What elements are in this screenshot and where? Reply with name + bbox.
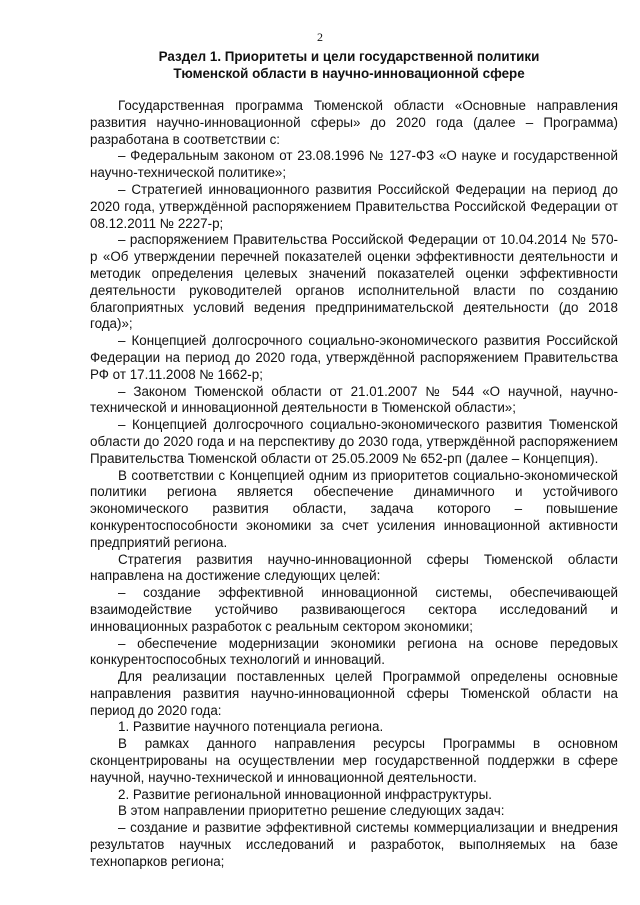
paragraph: Для реализации поставленных целей Программой определены основные направления развития научно-инновационной сферы Тюменской области на период до 2020 года: [90,669,618,718]
paragraph: Государственная программа Тюменской области «Основные направления развития научно-инновационной сферы» до 2020 года (далее – Программа) разработана в соответствии с: [90,98,618,147]
paragraph: – распоряжением Правительства Российской Федерации от 10.04.2014 № 570-р «Об утверждении перечней показателей оценки эффективности деятельности и методик определения целевых значений показателей оценки эффективности деятельности руководителей органов исполнительной власти по созданию благоприятных условий ведения предпринимательской деятельности (до 2018 года)»; [90,232,618,332]
section-heading-line-1: Раздел 1. Приоритеты и цели государственной политики [158,49,540,64]
paragraph: – Концепцией долгосрочного социально-экономического развития Российской Федерации на период до 2020 года, утверждённой распоряжением Правительства РФ от 17.11.2008 № 1662-р; [90,333,618,382]
section-heading-line-2: Тюменской области в научно-инновационной сфере [173,66,525,81]
paragraph: Стратегия развития научно-инновационной сферы Тюменской области направлена на достижение следующих целей: [90,551,618,584]
paragraph: 2. Развитие региональной инновационной инфраструктуры. [118,786,492,802]
paragraph: – создание эффективной инновационной системы, обеспечивающей взаимодействие устойчиво развивающегося сектора исследований и инновационных разработок с реальным сектором экономики; [90,585,618,634]
document-body [90,98,618,871]
paragraph: – Концепцией долгосрочного социально-экономического развития Тюменской области до 2020 года и на перспективу до 2030 года, утверждённой распоряжением Правительства Тюменской области от 25.05.2009 № 652-рп (далее – Концепция). [90,417,618,466]
paragraph: – Стратегией инновационного развития Российской Федерации на период до 2020 года, утверждённой распоряжением Правительства Российской Федерации от 08.12.2011 № 2227-р; [90,181,618,231]
section-heading [90,48,608,82]
paragraph: – создание и развитие эффективной системы коммерциализации и внедрения результатов научных исследований и разработок, выполняемых на базе технопарков региона; [90,820,618,869]
paragraph: – Федеральным законом от 23.08.1996 № 127-ФЗ «О науке и государственной научно-технической политике»; [90,148,618,181]
paragraph: В рамках данного направления ресурсы Программы в основном сконцентрированы на осуществлении мер государственной поддержки в сфере научной, научно-технической и инновационной деятельности. [90,736,618,785]
paragraph: В соответствии с Концепцией одним из приоритетов социально-экономической политики региона является обеспечение динамичного и устойчивого экономического развития области, задача которого – повышение конкурентоспособности экономики за счет усиления инновационной активности предприятий региона. [90,467,618,550]
paragraph: – обеспечение модернизации экономики региона на основе передовых конкурентоспособных технологий и инноваций. [90,635,618,668]
paragraph: 1. Развитие научного потенциала региона. [118,719,384,735]
page-number: 2 [317,30,323,44]
paragraph: В этом направлении приоритетно решение следующих задач: [118,803,505,819]
paragraph: – Законом Тюменской области от 21.01.2007 № 544 «О научной, научно-технической и инновационной деятельности в Тюменской области»; [90,383,618,416]
